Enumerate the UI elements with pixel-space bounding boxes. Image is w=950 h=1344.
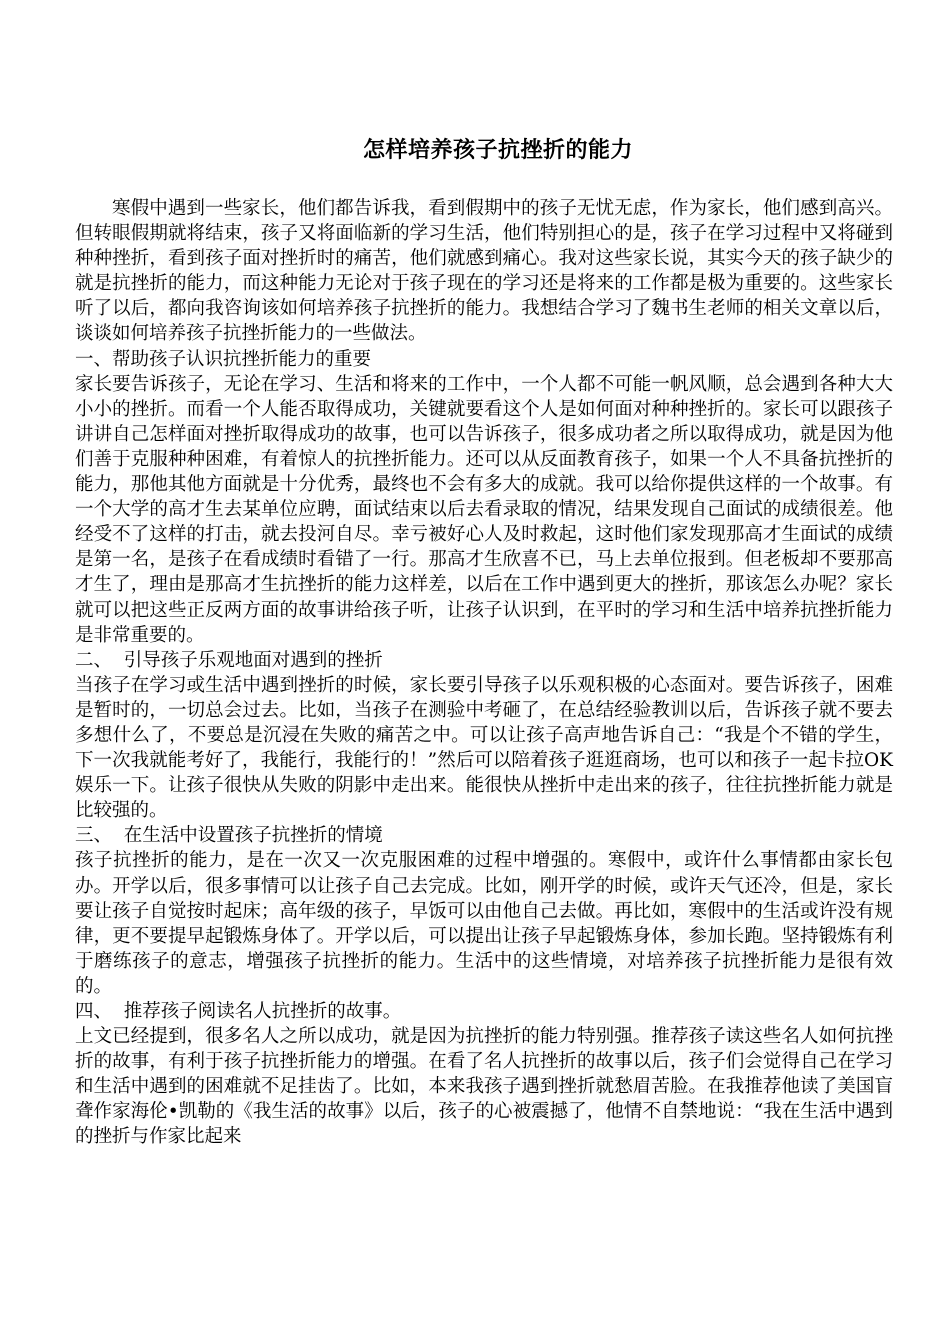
- intro-paragraph: 寒假中遇到一些家长，他们都告诉我，看到假期中的孩子无忧无虑，作为家长，他们感到高兴。但转眼假期就将结束，孩子又将面临新的学习生活，他们特别担心的是，孩子在学习过程中又将碰到种种挫折，看到孩子面对挫折时的痛苦，他们就感到痛心。我对这些家长说，其实今天的孩子缺少的就是抗挫折的能力，而这种能力无论对于孩子现在的学习还是将来的工作都是极为重要的。这些家长听了以后，都向我咨询该如何培养孩子抗挫折的能力。我想结合学习了魏书生老师的相关文章以后，谈谈如何培养孩子抗挫折能力的一些做法。: [75, 198, 893, 345]
- section-heading-3: 三、 在生活中设置孩子抗挫折的情境: [75, 825, 383, 847]
- section-paragraph-2: 当孩子在学习或生活中遇到挫折的时候，家长要引导孩子以乐观积极的心态面对。要告诉孩子，困难是暂时的，一切总会过去。比如，当孩子在测验中考砸了，在总结经验教训以后，告诉孩子就不要去多想什么了，不要总是沉浸在失败的痛苦之中。可以让孩子高声地告诉自己：“我是个不错的学生，下一次我就能考好了，我能行，我能行的！”然后可以陪着孩子逛逛商场，也可以和孩子一起卡拉OK娱乐一下。让孩子很快从失败的阴影中走出来。能很快从挫折中走出来的孩子，往往抗挫折能力就是比较强的。: [75, 674, 893, 822]
- document-title: 怎样培养孩子抗挫折的能力: [362, 137, 633, 163]
- section-paragraph-1: 家长要告诉孩子，无论在学习、生活和将来的工作中，一个人都不可能一帆风顺，总会遇到各种大大小小的挫折。而看一个人能否取得成功，关键就要看这个人是如何面对种种挫折的。家长可以跟孩子讲讲自己怎样面对挫折取得成功的故事，也可以告诉孩子，很多成功者之所以取得成功，就是因为他们善于克服种种困难，有着惊人的抗挫折能力。还可以从反面教育孩子，如果一个人不具备抗挫折的能力，那他其他方面就是十分优秀，最终也不会有多大的成就。我可以给你提供这样的一个故事。有一个大学的高才生去某单位应聘，面试结束以后去看录取的情况，结果发现自己面试的成绩很差。他经受不了这样的打击，就去投河自尽。幸亏被好心人及时救起，这时他们家发现那高才生面试的成绩是第一名，是孩子在看成绩时看错了一行。那高才生欣喜不已，马上去单位报到。但老板却不要那高才生了，理由是那高才生抗挫折的能力这样差，以后在工作中遇到更大的挫折，那该怎么办呢？家长就可以把这些正反两方面的故事讲给孩子听，让孩子认识到，在平时的学习和生活中培养抗挫折能力是非常重要的。: [75, 373, 893, 646]
- section-heading-2: 二、 引导孩子乐观地面对遇到的挫折: [75, 649, 383, 671]
- section-paragraph-4: 上文已经提到，很多名人之所以成功，就是因为抗挫折的能力特别强。推荐孩子读这些名人如何抗挫折的故事，有利于孩子抗挫折能力的增强。在看了名人抗挫折的故事以后，孩子们会觉得自己在学习和生活中遇到的困难就不足挂齿了。比如，本来我孩子遇到挫折就愁眉苦脸。在我推荐他读了美国盲聋作家海伦•凯勒的《我生活的故事》以后，孩子的心被震撼了，他情不自禁地说：“我在生活中遇到的挫折与作家比起来: [75, 1026, 893, 1148]
- section-heading-4: 四、 推荐孩子阅读名人抗挫折的故事。: [75, 1001, 402, 1022]
- document-body: [75, 196, 893, 1150]
- section-heading-1: 一、帮助孩子认识抗挫折能力的重要: [75, 348, 372, 370]
- section-paragraph-3: 孩子抗挫折的能力，是在一次又一次克服困难的过程中增强的。寒假中，或许什么事情都由家长包办。开学以后，很多事情可以让孩子自己去完成。比如，刚开学的时候，或许天气还冷，但是，家长要让孩子自觉按时起床；高年级的孩子，早饭可以由他自己去做。再比如，寒假中的生活或许没有规律，更不要提早起锻炼身体了。开学以后，可以提出让孩子早起锻炼身体，参加长跑。坚持锻炼有利于磨练孩子的意志，增强孩子抗挫折的能力。生活中的这些情境，对培养孩子抗挫折能力是很有效的。: [75, 850, 893, 997]
